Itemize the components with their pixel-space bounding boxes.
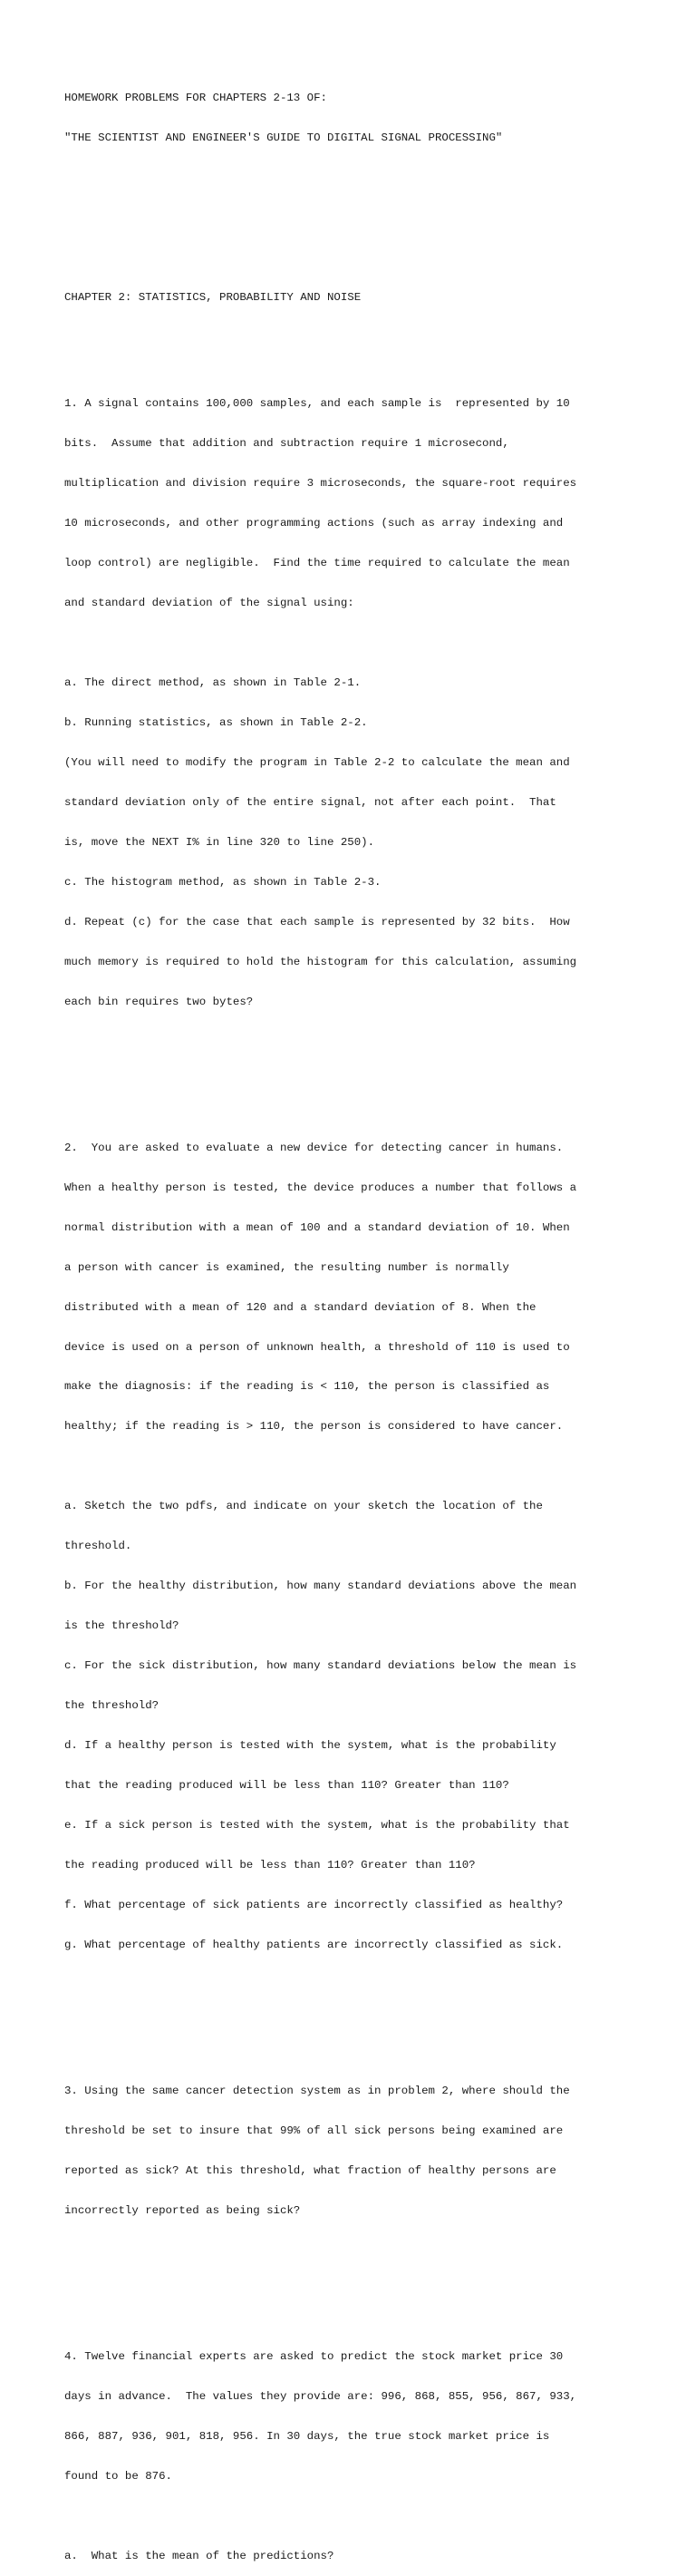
problem-2-line: normal distribution with a mean of 100 and a standard deviation of 10. When — [64, 1220, 570, 1234]
problem-1-part: c. The histogram method, as shown in Table 2-3. — [64, 875, 382, 889]
problem-4-line: 866, 887, 936, 901, 818, 956. In 30 days, the true stock market price is — [64, 2429, 550, 2443]
spacer — [64, 211, 690, 225]
problem-2-part: threshold. — [64, 1540, 132, 1553]
spacer — [64, 637, 690, 650]
spacer — [64, 1075, 690, 1089]
problem-2-part: g. What percentage of healthy patients are incorrectly classified as sick. — [64, 1938, 564, 1951]
problem-2-part: the reading produced will be less than 110? Greater than 110? — [64, 1858, 476, 1871]
problem-4-line: found to be 876. — [64, 2469, 172, 2483]
problem-2-line: 2. You are asked to evaluate a new device for detecting cancer in humans. — [64, 1141, 564, 1154]
problem-2-part: f. What percentage of sick patients are incorrectly classified as healthy? — [64, 1898, 564, 1911]
spacer — [64, 2244, 690, 2258]
problem-1-line: loop control) are negligible. Find the time required to calculate the mean — [64, 557, 570, 570]
problem-1-part: much memory is required to hold the histogram for this calculation, assuming — [64, 955, 577, 968]
problem-1-part: b. Running statistics, as shown in Table 2-2. — [64, 715, 368, 729]
problem-2-part: that the reading produced will be less than 110? Greater than 110? — [64, 1779, 509, 1793]
problem-1-line: bits. Assume that addition and subtraction require 1 microsecond, — [64, 437, 509, 451]
problem-3-line: threshold be set to insure that 99% of all sick persons being examined are — [64, 2124, 564, 2137]
problem-2-part: is the threshold? — [64, 1619, 179, 1633]
problem-4-line: 4. Twelve financial experts are asked to predict the stock market price 30 — [64, 2350, 564, 2364]
problem-3-line: reported as sick? At this threshold, what fraction of healthy persons are — [64, 2163, 556, 2177]
spacer — [64, 1460, 690, 1473]
problem-2-part: d. If a healthy person is tested with the system, what is the probability — [64, 1739, 556, 1753]
problem-1-part: each bin requires two bytes? — [64, 995, 254, 1008]
spacer — [64, 1035, 690, 1049]
problem-2-part: b. For the healthy distribution, how many standard deviations above the mean — [64, 1580, 577, 1593]
document-page — [64, 65, 690, 2576]
problem-1-line: multiplication and division require 3 microseconds, the square-root requires — [64, 477, 577, 491]
spacer — [64, 251, 690, 265]
problem-2-part: a. Sketch the two pdfs, and indicate on your sketch the location of the — [64, 1500, 543, 1513]
problem-2-line: make the diagnosis: if the reading is < 110, the person is classified as — [64, 1380, 550, 1394]
chapter-title: CHAPTER 2: STATISTICS, PROBABILITY AND NOISE — [64, 291, 362, 305]
problem-1-part: (You will need to modify the program in Table 2-2 to calculate the mean and — [64, 755, 570, 769]
problem-2-part: the threshold? — [64, 1699, 160, 1713]
header-line-1: HOMEWORK PROBLEMS FOR CHAPTERS 2-13 OF: — [64, 92, 327, 105]
problem-1-part: d. Repeat (c) for the case that each sample is represented by 32 bits. How — [64, 915, 570, 928]
spacer — [64, 171, 690, 185]
spacer — [64, 2510, 690, 2523]
spacer — [64, 1978, 690, 1992]
problem-2-part: c. For the sick distribution, how many standard deviations below the mean is — [64, 1659, 577, 1673]
problem-3-line: 3. Using the same cancer detection system as in problem 2, where should the — [64, 2085, 570, 2097]
problem-2-line: healthy; if the reading is > 110, the person is considered to have cancer. — [64, 1420, 564, 1434]
problem-4-part: a. What is the mean of the predictions? — [64, 2549, 334, 2562]
problem-2-line: device is used on a person of unknown health, a threshold of 110 is used to — [64, 1340, 570, 1354]
problem-2-line: distributed with a mean of 120 and a standard deviation of 8. When the — [64, 1300, 536, 1314]
problem-2-part: e. If a sick person is tested with the system, what is the probability that — [64, 1818, 570, 1832]
problem-1-part: standard deviation only of the entire signal, not after each point. That — [64, 795, 556, 809]
problem-3-line: incorrectly reported as being sick? — [64, 2203, 301, 2217]
problem-1-line: 1. A signal contains 100,000 samples, and each sample is represented by 10 — [64, 397, 570, 411]
header-line-2: "THE SCIENTIST AND ENGINEER'S GUIDE TO DIGITAL SIGNAL PROCESSING" — [64, 131, 503, 145]
spacer — [64, 2018, 690, 2032]
spacer — [64, 331, 690, 345]
problem-1-part: a. The direct method, as shown in Table 2-1. — [64, 676, 362, 689]
spacer — [64, 2284, 690, 2298]
problem-4-line: days in advance. The values they provide are: 996, 868, 855, 956, 867, 933, — [64, 2389, 577, 2403]
problem-2-line: a person with cancer is examined, the resulting number is normally — [64, 1260, 509, 1274]
problem-2-line: When a healthy person is tested, the device produces a number that follows a — [64, 1181, 577, 1194]
problem-1-part: is, move the NEXT I% in line 320 to line 250). — [64, 835, 375, 849]
problem-1-line: and standard deviation of the signal using: — [64, 597, 354, 610]
problem-1-line: 10 microseconds, and other programming actions (such as array indexing and — [64, 517, 564, 530]
